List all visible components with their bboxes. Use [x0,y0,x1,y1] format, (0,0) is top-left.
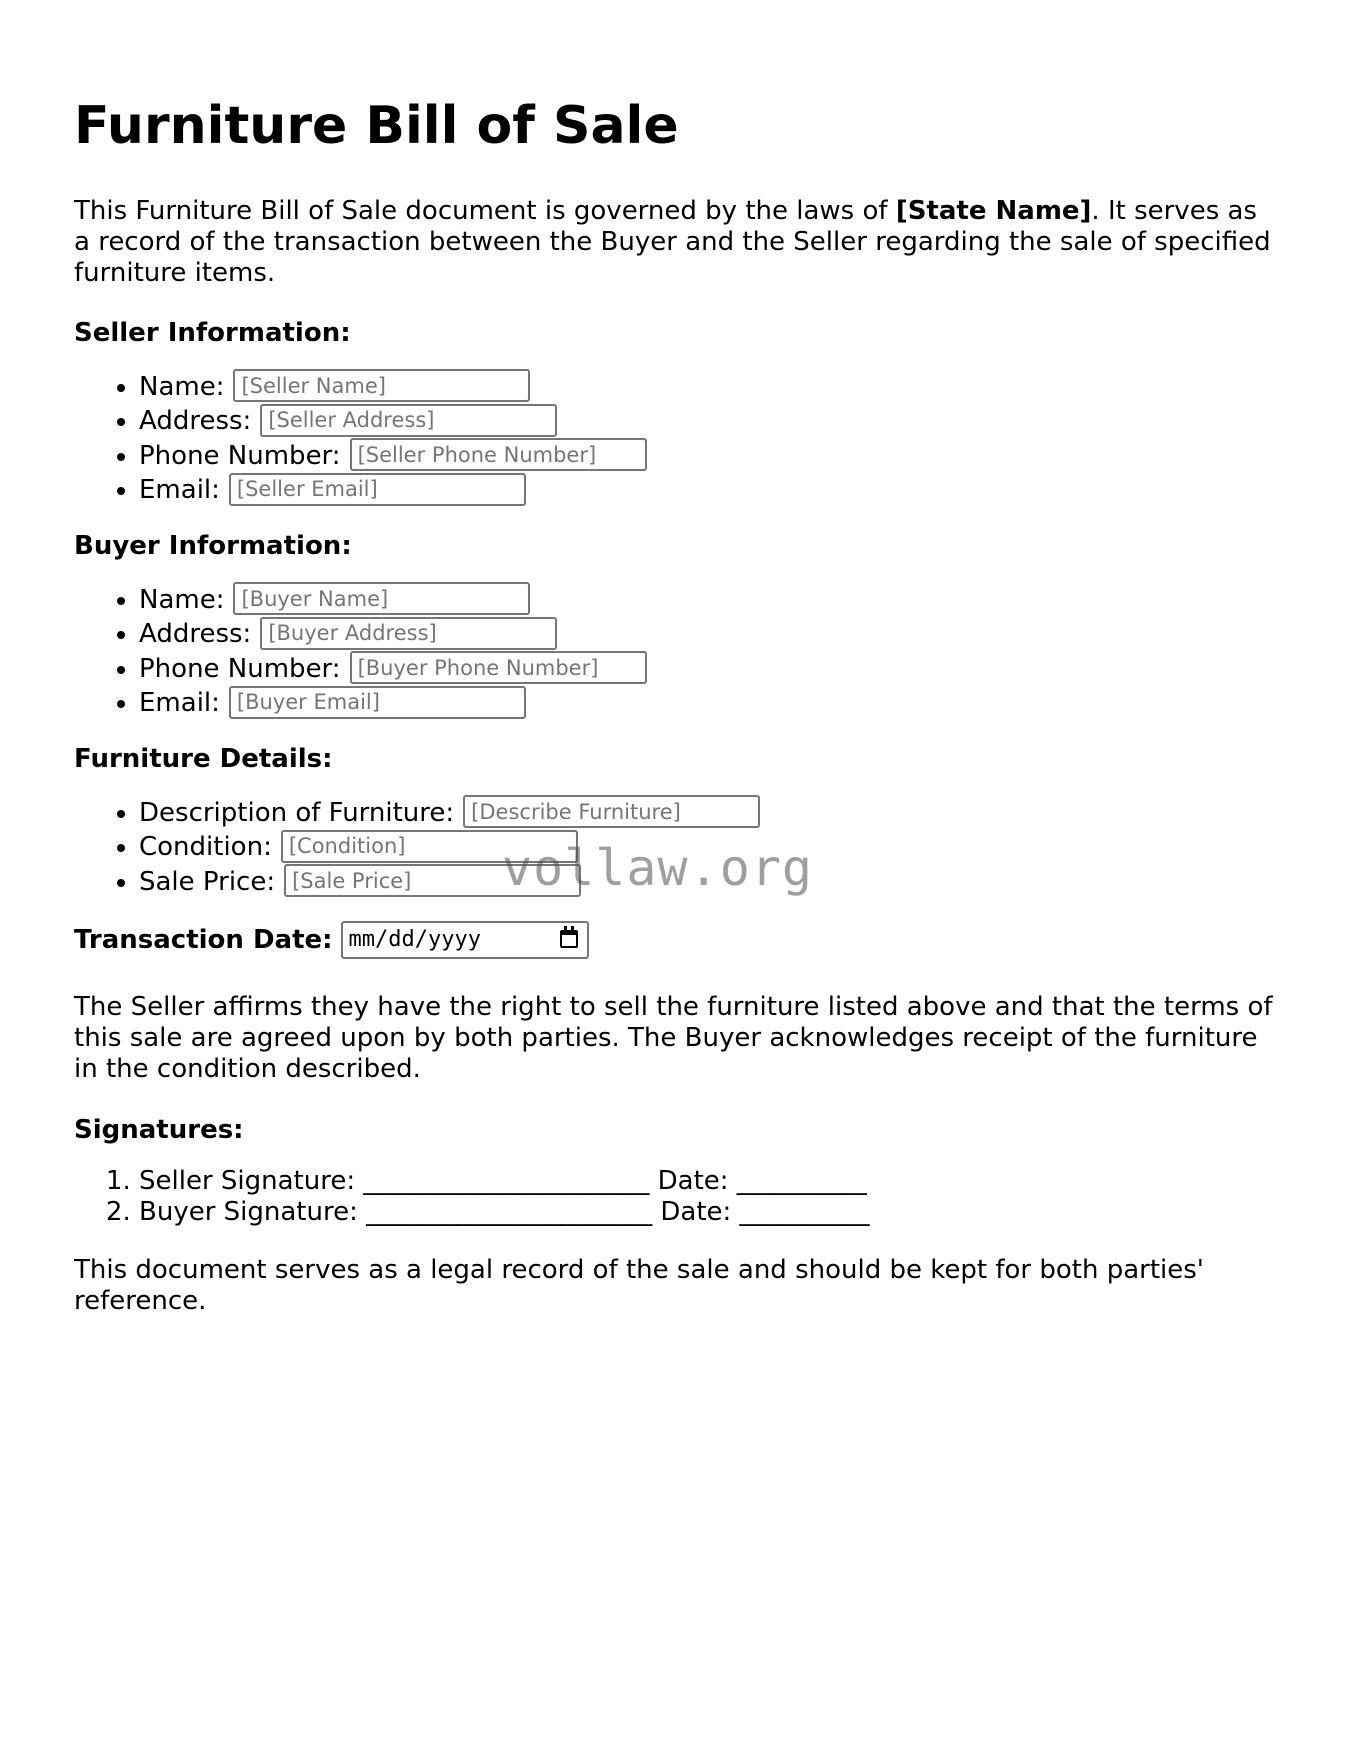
furniture-fields [74,795,1274,899]
buyer-heading: Buyer Information: [74,531,352,561]
closing-paragraph: This document serves as a legal record of the sale and should be kept for both parties' reference. [74,1254,1204,1316]
field-label: Condition: [139,832,272,862]
seller-phone-item [139,438,1274,473]
signature-list [74,1166,1274,1228]
seller-name-item [139,369,1274,404]
seller-email-input[interactable] [229,473,526,506]
date-placeholder: mm/dd/yyyy [348,926,481,952]
watermark: vollaw.org [502,839,814,897]
affirmation-paragraph: The Seller affirms they have the right to sell the furniture listed above and that the terms of this sale are agreed upon by both parties. The Buyer acknowledges receipt of the furniture in the condition described. [74,991,1273,1084]
transaction-date-row [74,921,1274,959]
field-label: Address: [139,619,252,649]
field-label: Phone Number: [139,653,341,684]
buyer-fields [74,582,1274,720]
buyer-address-item [139,617,1274,652]
field-label: Sale Price: [139,866,276,897]
seller-name-input[interactable] [233,369,530,402]
intro-text-end: . It serves as a record of the transaction between the Buyer and the Seller regarding the sale of specified furniture items. [74,196,1271,288]
seller-phone-input[interactable] [350,438,647,471]
buyer-email-item [139,686,1274,721]
seller-address-item [139,404,1274,439]
buyer-address-input[interactable] [260,617,557,650]
seller-email-item [139,473,1274,508]
signatures-heading: Signatures: [74,1114,244,1145]
furniture-description-input[interactable] [463,795,760,828]
seller-heading: Seller Information: [74,318,351,348]
field-label: Name: [139,584,225,615]
intro-paragraph [74,196,1274,289]
intro-text-start: This Furniture Bill of Sale document is governed by the laws of [74,196,896,226]
buyer-name-item [139,582,1274,617]
document [74,92,1274,1317]
field-label: Email: [139,688,220,718]
furniture-price-item [139,864,1274,899]
seller-fields [74,369,1274,507]
buyer-email-input[interactable] [229,686,526,719]
field-label: Email: [139,475,220,505]
seller-address-input[interactable] [260,404,557,437]
furniture-condition-input[interactable] [281,830,578,863]
transaction-date-label: Transaction Date: [74,924,333,955]
furniture-condition-item [139,830,1274,865]
buyer-name-input[interactable] [233,582,530,615]
seller-signature-line: 1. Seller Signature: ______________________ Date: __________ [139,1166,1274,1197]
field-label: Name: [139,371,225,402]
field-label: Phone Number: [139,440,341,471]
furniture-description-item [139,795,1274,830]
sale-price-input[interactable] [284,864,581,897]
calendar-icon[interactable] [560,930,578,948]
field-label: Address: [139,406,252,436]
state-name: [State Name] [895,196,1092,226]
buyer-phone-input[interactable] [350,651,647,684]
buyer-signature-line: 2. Buyer Signature: ______________________ Date: __________ [139,1197,1274,1228]
field-label: Description of Furniture: [139,797,455,828]
page-title: Furniture Bill of Sale [74,96,679,156]
furniture-heading: Furniture Details: [74,744,333,774]
buyer-phone-item [139,651,1274,686]
transaction-date-input[interactable] [341,921,589,959]
